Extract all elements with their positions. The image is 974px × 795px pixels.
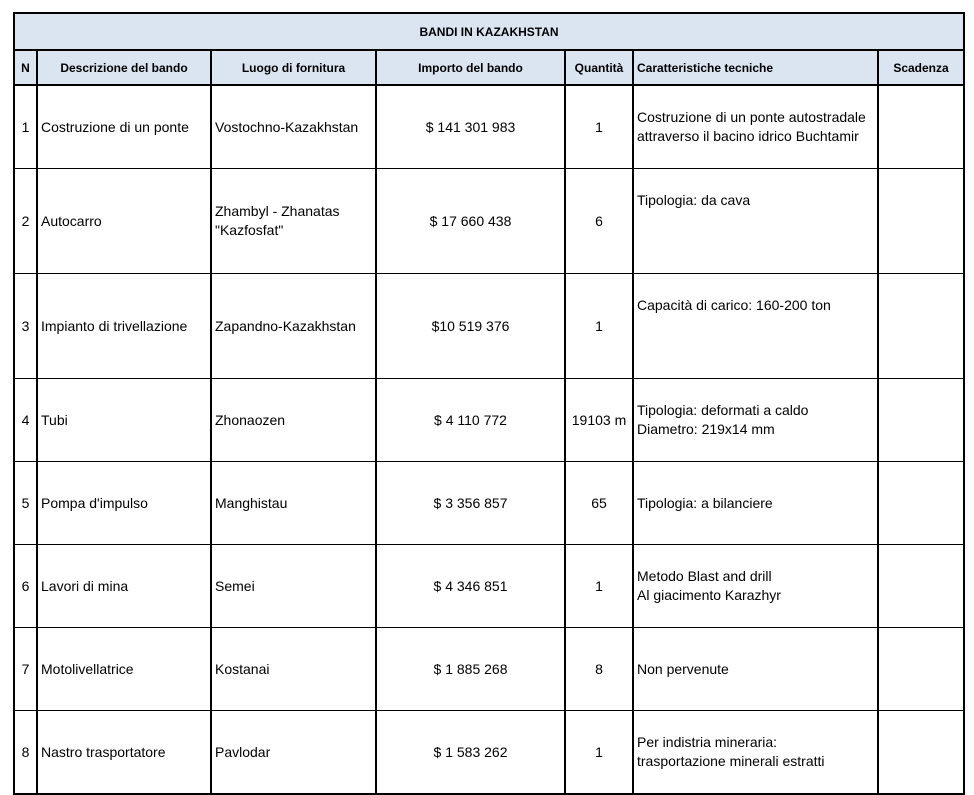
cell-importo: $ 1 885 268 <box>376 628 565 711</box>
cell-luogo <box>211 628 376 711</box>
cell-n: 6 <box>14 545 37 628</box>
cell-luogo <box>211 545 376 628</box>
header-importo: Importo del bando <box>376 50 565 85</box>
table-body <box>14 85 964 794</box>
cell-descrizione: Nastro trasportatore <box>37 711 211 795</box>
cell-scadenza <box>878 85 964 169</box>
table-title: BANDI IN KAZAKHSTAN <box>14 13 964 50</box>
header-caratteristiche: Caratteristiche tecniche <box>633 50 878 85</box>
cell-caratteristiche <box>633 628 878 711</box>
cell-luogo <box>211 379 376 462</box>
cell-luogo-line: Semei <box>215 577 255 594</box>
header-n: N <box>14 50 37 85</box>
cell-luogo <box>211 711 376 795</box>
cell-quantita: 1 <box>565 85 633 169</box>
header-descrizione: Descrizione del bando <box>37 50 211 85</box>
cell-descrizione: Motolivellatrice <box>37 628 211 711</box>
table-row <box>14 85 964 169</box>
cell-descrizione: Impianto di trivellazione <box>37 274 211 379</box>
cell-n: 4 <box>14 379 37 462</box>
cell-scadenza <box>878 462 964 545</box>
title-row <box>14 13 964 50</box>
cell-scadenza <box>878 628 964 711</box>
cell-importo: $ 4 110 772 <box>376 379 565 462</box>
cell-caratteristiche <box>633 545 878 628</box>
cell-luogo <box>211 169 376 274</box>
cell-caratteristiche <box>633 169 878 274</box>
cell-luogo-line: "Kazfosfat" <box>215 222 284 238</box>
cell-caratteristiche <box>633 85 878 169</box>
table-row <box>14 711 964 795</box>
cell-scadenza <box>878 379 964 462</box>
cell-caratteristiche-line: Diametro: 219x14 mm <box>637 421 775 437</box>
cell-caratteristiche-line: Costruzione di un ponte autostradale <box>637 109 866 125</box>
cell-importo: $10 519 376 <box>376 274 565 379</box>
cell-scadenza <box>878 711 964 795</box>
table-row <box>14 628 964 711</box>
cell-importo: $ 1 583 262 <box>376 711 565 795</box>
cell-luogo <box>211 462 376 545</box>
cell-luogo-line: Manghistau <box>215 494 288 511</box>
cell-n: 2 <box>14 169 37 274</box>
cell-descrizione: Costruzione di un ponte <box>37 85 211 169</box>
cell-caratteristiche-line: attraverso il bacino idrico Buchtamir <box>637 128 859 144</box>
cell-n: 7 <box>14 628 37 711</box>
cell-luogo-line: Zapandno-Kazakhstan <box>215 317 356 334</box>
cell-luogo-line: Pavlodar <box>215 743 271 760</box>
cell-n: 5 <box>14 462 37 545</box>
header-scadenza: Scadenza <box>878 50 964 85</box>
cell-scadenza <box>878 274 964 379</box>
cell-luogo-line: Zhonaozen <box>215 411 286 428</box>
cell-importo: $ 17 660 438 <box>376 169 565 274</box>
cell-caratteristiche <box>633 274 878 379</box>
table-row <box>14 379 964 462</box>
cell-caratteristiche-line: Al giacimento Karazhyr <box>637 587 781 603</box>
cell-caratteristiche-line: Capacità di carico: 160-200 ton <box>637 297 831 313</box>
cell-luogo-line: Kostanai <box>215 660 270 677</box>
cell-caratteristiche <box>633 379 878 462</box>
table-row <box>14 169 964 274</box>
cell-descrizione: Pompa d'impulso <box>37 462 211 545</box>
cell-caratteristiche-line: Metodo Blast and drill <box>637 568 772 584</box>
table-row <box>14 545 964 628</box>
cell-caratteristiche-line: Tipologia: a bilanciere <box>637 494 773 511</box>
header-row <box>14 50 964 85</box>
cell-quantita: 1 <box>565 545 633 628</box>
cell-caratteristiche-line: Tipologia: deformati a caldo <box>637 402 809 418</box>
cell-caratteristiche <box>633 711 878 795</box>
cell-scadenza <box>878 545 964 628</box>
cell-quantita: 8 <box>565 628 633 711</box>
cell-descrizione: Autocarro <box>37 169 211 274</box>
cell-importo: $ 4 346 851 <box>376 545 565 628</box>
cell-n: 1 <box>14 85 37 169</box>
cell-luogo-line: Zhambyl - Zhanatas <box>215 203 340 219</box>
cell-quantita: 1 <box>565 711 633 795</box>
header-luogo: Luogo di fornitura <box>211 50 376 85</box>
cell-quantita: 1 <box>565 274 633 379</box>
cell-n: 8 <box>14 711 37 795</box>
cell-quantita: 19103 m <box>565 379 633 462</box>
cell-caratteristiche-line: Tipologia: da cava <box>637 192 751 208</box>
cell-caratteristiche-line: Per indistria mineraria: <box>637 734 778 750</box>
cell-importo: $ 141 301 983 <box>376 85 565 169</box>
cell-luogo-line: Vostochno-Kazakhstan <box>215 118 359 135</box>
cell-caratteristiche-line: Non pervenute <box>637 660 729 677</box>
cell-quantita: 65 <box>565 462 633 545</box>
cell-caratteristiche <box>633 462 878 545</box>
cell-descrizione: Tubi <box>37 379 211 462</box>
table-row <box>14 274 964 379</box>
table-row <box>14 462 964 545</box>
cell-descrizione: Lavori di mina <box>37 545 211 628</box>
tenders-table-container <box>13 12 963 795</box>
cell-luogo <box>211 85 376 169</box>
cell-scadenza <box>878 169 964 274</box>
cell-caratteristiche-line: trasportazione minerali estratti <box>637 753 825 769</box>
cell-n: 3 <box>14 274 37 379</box>
header-quantita: Quantità <box>565 50 633 85</box>
cell-quantita: 6 <box>565 169 633 274</box>
cell-importo: $ 3 356 857 <box>376 462 565 545</box>
cell-luogo <box>211 274 376 379</box>
tenders-table <box>13 12 965 795</box>
